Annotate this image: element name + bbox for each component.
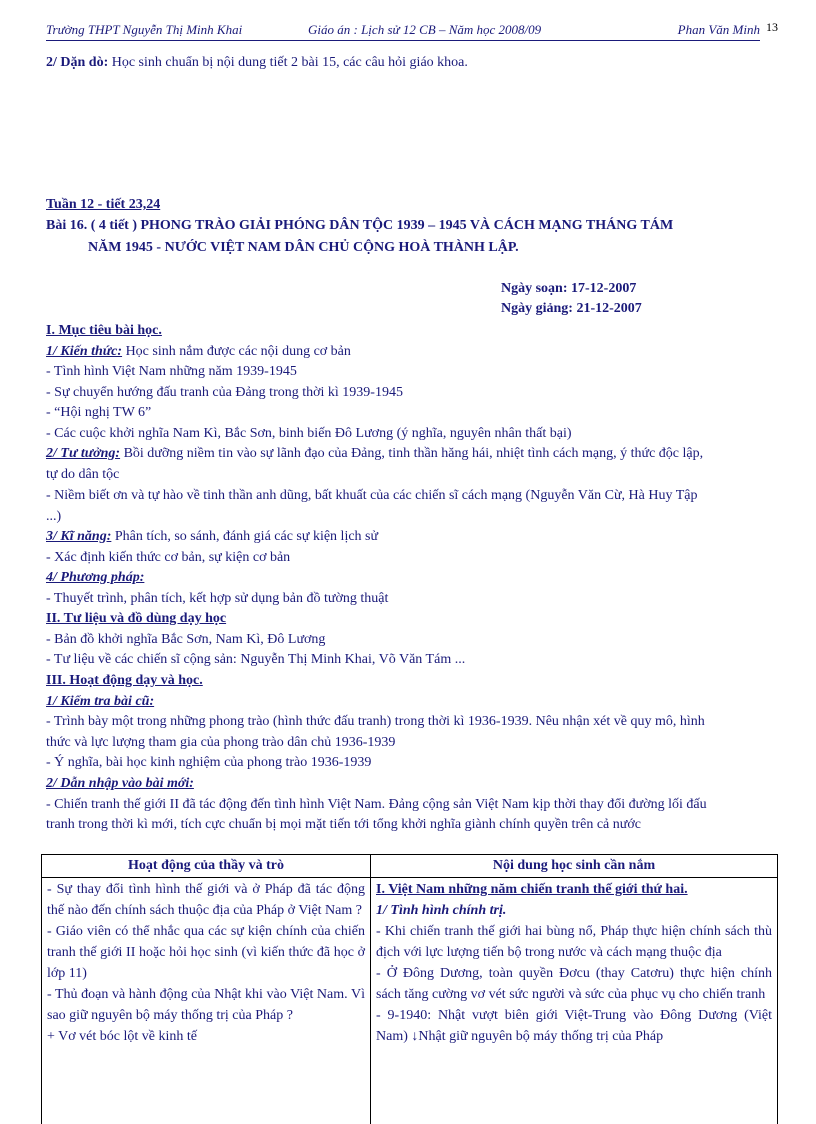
skills-text: Phân tích, so sánh, đánh giá các sự kiện lịch sử (111, 529, 379, 544)
skills-line (46, 529, 378, 545)
activities-heading: III. Hoạt động dạy và học. (46, 673, 203, 688)
lesson-title-line1: Bài 16. ( 4 tiết ) PHONG TRÀO GIẢI PHÓNG DÂN TỘC 1939 – 1945 VÀ CÁCH MẠNG THÁNG TÁM (46, 218, 674, 233)
activity-paragraph: + Vơ vét bóc lột về kinh tế (47, 1029, 197, 1044)
review-line: thức và lực lượng tham gia của phong trào dân chủ 1936-1939 (46, 735, 396, 750)
date-prepared: Ngày soạn: 17-12-2007 (501, 281, 637, 296)
homework-label: 2/ Dặn dò: (46, 55, 109, 70)
table-header-divider (42, 877, 777, 878)
knowledge-item: - “Hội nghị TW 6” (46, 405, 152, 420)
materials-item: - Bản đồ khởi nghĩa Bắc Sơn, Nam Kì, Đô Lương (46, 632, 326, 647)
content-paragraph: - Ở Đông Dương, toàn quyền Đơcu (thay Catơru) thực hiện chính sách tăng cường vơ vét sức người và sức của phục vụ cho chiến tranh (376, 966, 772, 1002)
skills-label: 3/ Kĩ năng: (46, 529, 112, 544)
activity-paragraph: - Sự thay đổi tình hình thế giới và ở Pháp đã tác động thế nào đến chính sách thuộc địa của Pháp ở Việt Nam ? (47, 882, 365, 918)
knowledge-text: Học sinh nắm được các nội dung cơ bản (122, 344, 351, 359)
thought-item-cont: ...) (46, 509, 62, 524)
table-col-activities (47, 879, 365, 1047)
activity-paragraph: - Thủ đoạn và hành động của Nhật khi vào Việt Nam. Vì sao giữ nguyên bộ máy thống trị của Pháp ? (47, 987, 365, 1023)
date-taught: Ngày giảng: 21-12-2007 (501, 301, 642, 316)
review-line: - Trình bày một trong những phong trào (hình thức đấu tranh) trong thời kì 1936-1939. Nêu nhận xét về quy mô, hình (46, 714, 705, 729)
knowledge-label: 1/ Kiến thức: (46, 344, 123, 359)
intro-line: tranh trong thời kì mới, tích cực chuẩn bị mọi mặt tiến tới tổng khởi nghĩa giành chính quyền trên cả nước (46, 817, 641, 832)
homework-text: Học sinh chuẩn bị nội dung tiết 2 bài 15, các câu hỏi giáo khoa. (108, 55, 468, 70)
objectives-heading: I. Mục tiêu bài học. (46, 323, 162, 338)
skills-item: - Xác định kiến thức cơ bản, sự kiện cơ bản (46, 550, 291, 565)
knowledge-item: - Sự chuyển hướng đấu tranh của Đảng trong thời kì 1939-1945 (46, 385, 403, 400)
activity-paragraph: - Giáo viên có thể nhắc qua các sự kiện chính của chiến tranh thế giới II hoặc hỏi học sinh (vì kiến thức đã học ở lớp 11) (47, 924, 365, 981)
header-lesson-plan: Giáo án : Lịch sử 12 CB – Năm học 2008/09 (308, 22, 542, 37)
table-header-content: Nội dung học sinh cần nắm (492, 858, 656, 873)
knowledge-item: - Các cuộc khởi nghĩa Nam Kì, Bắc Sơn, binh biến Đô Lương (ý nghĩa, nguyên nhân thất bại) (46, 426, 572, 441)
thought-text: Bồi dưỡng niềm tin vào sự lãnh đạo của Đảng, tinh thần hăng hái, nhiệt tình cách mạng, ý thức độc lập, (120, 446, 704, 461)
knowledge-line (46, 344, 351, 360)
thought-item: - Niềm biết ơn và tự hào về tinh thần anh dũng, bất khuất của các chiến sĩ cách mạng (Nguyễn Văn Cừ, Hà Huy Tập (46, 488, 698, 503)
content-paragraph: - Khi chiến tranh thế giới hai bùng nổ, Pháp thực hiện chính sách thù địch với lực lượng tiến bộ trong nước và cách mạng thuộc địa (376, 924, 772, 960)
header-author: Phan Văn Minh (677, 22, 760, 37)
intro-label: 2/ Dẫn nhập vào bài mới: (46, 776, 194, 791)
lesson-title-line2: NĂM 1945 - NƯỚC VIỆT NAM DÂN CHỦ CỘNG HOÀ THÀNH LẬP. (88, 240, 519, 255)
thought-label: 2/ Tư tưởng: (46, 446, 121, 461)
table-header-teacher-student: Hoạt động của thầy và trò (128, 858, 284, 873)
homework-line (46, 55, 468, 71)
thought-line (46, 446, 703, 462)
method-label: 4/ Phương pháp: (46, 570, 145, 585)
lesson-activity-table (41, 854, 778, 1124)
content-heading: I. Việt Nam những năm chiến tranh thế giới thứ hai. (376, 882, 688, 897)
materials-item: - Tư liệu về các chiến sĩ cộng sản: Nguyễn Thị Minh Khai, Võ Văn Tám ... (46, 652, 466, 667)
materials-heading: II. Tư liệu và đồ dùng dạy học (46, 611, 227, 626)
content-paragraph: - 9-1940: Nhật vượt biên giới Việt-Trung vào Đông Dương (Việt Nam) ↓Nhật giữ nguyên bộ máy thống trị của Pháp (376, 1008, 772, 1044)
table-column-divider (370, 855, 371, 1124)
review-line: - Ý nghĩa, bài học kinh nghiệm của phong trào 1936-1939 (46, 755, 372, 770)
page-number: 13 (766, 20, 778, 34)
intro-line: - Chiến tranh thế giới II đã tác động đến tình hình Việt Nam. Đảng cộng sản Việt Nam kịp thời thay đổi đường lối đấu (46, 797, 707, 812)
table-col-content (376, 879, 772, 1047)
review-label: 1/ Kiểm tra bài cũ: (46, 694, 155, 709)
method-item: - Thuyết trình, phân tích, kết hợp sử dụng bản đồ tường thuật (46, 591, 389, 606)
lesson-week: Tuần 12 - tiết 23,24 (46, 197, 161, 212)
thought-text-cont: tự do dân tộc (46, 467, 120, 482)
page-header (46, 20, 760, 41)
content-subheading: 1/ Tình hình chính trị. (376, 903, 507, 918)
knowledge-item: - Tình hình Việt Nam những năm 1939-1945 (46, 364, 297, 379)
header-school: Trường THPT Nguyễn Thị Minh Khai (46, 22, 243, 37)
